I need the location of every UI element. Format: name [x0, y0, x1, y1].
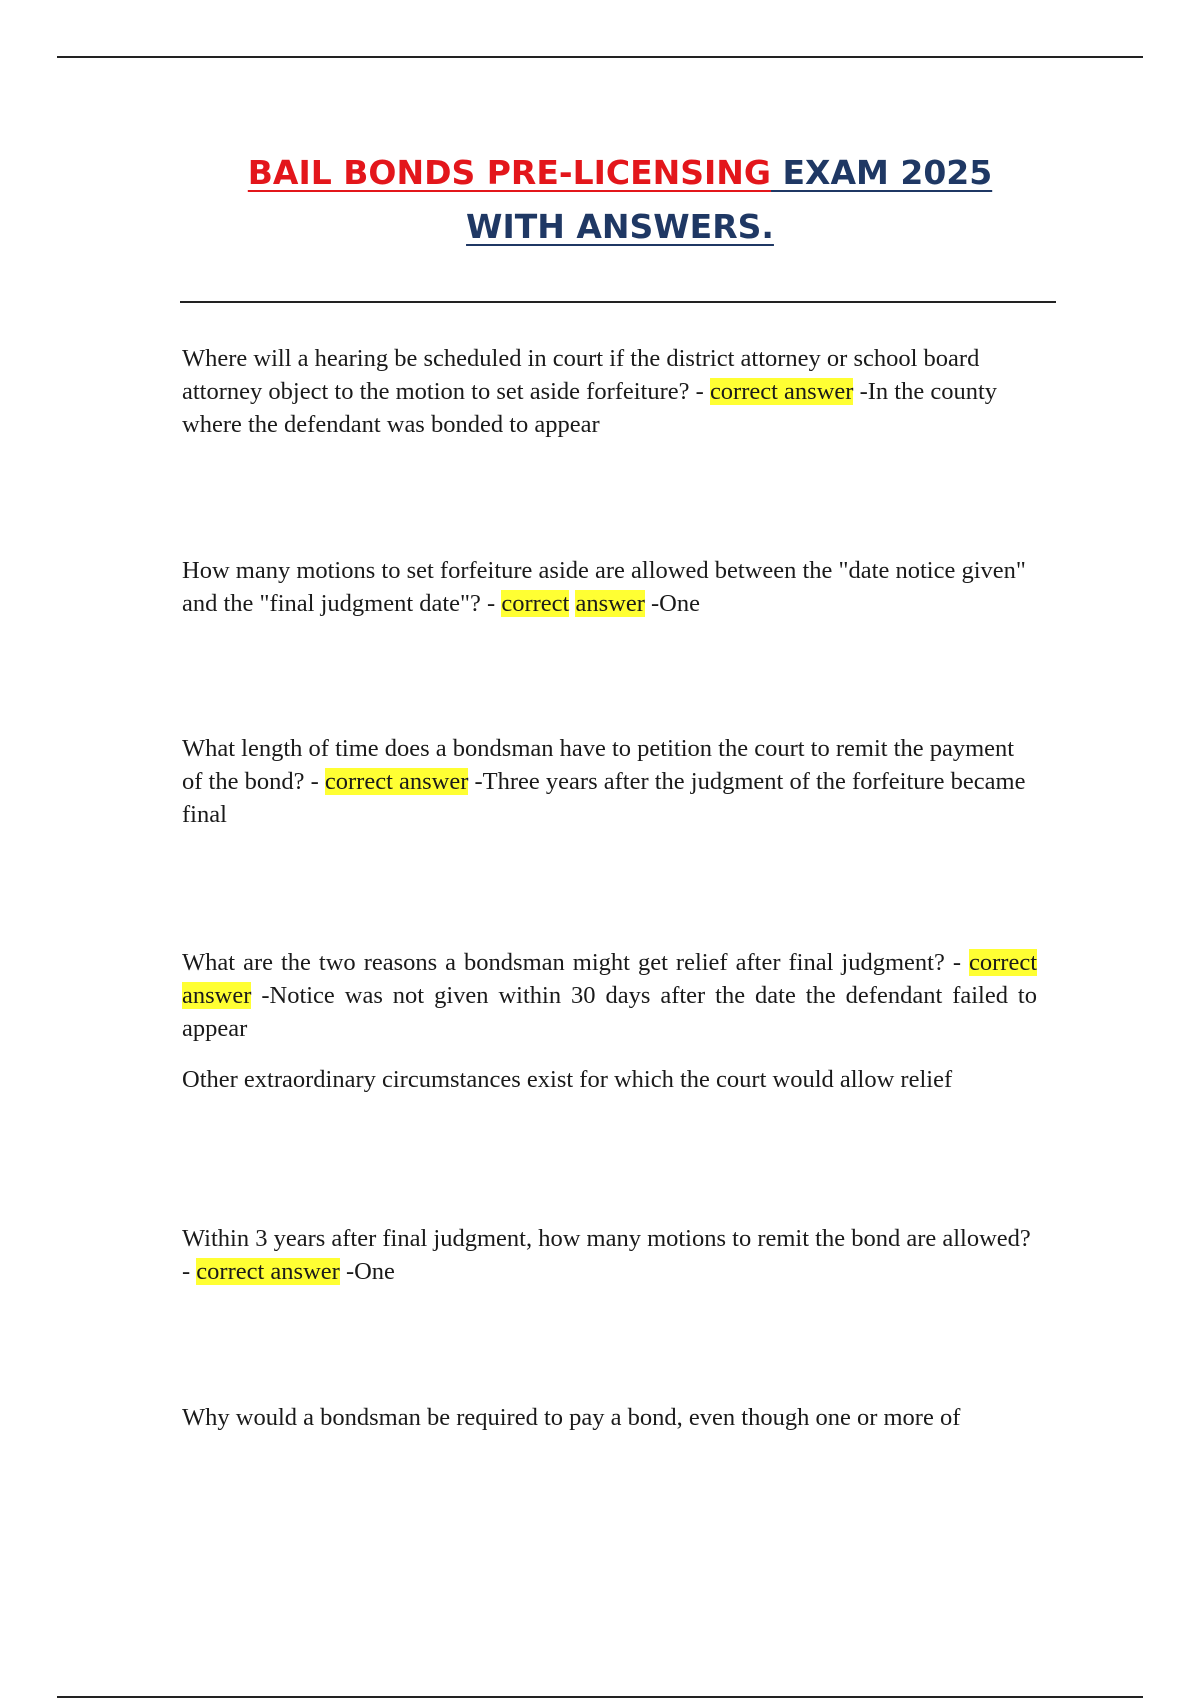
page-bottom-rule — [57, 1696, 1143, 1698]
question-text: Why would a bondsman be required to pay a bond, even though one or more of — [182, 1404, 961, 1431]
qa-item-5 — [182, 1222, 1037, 1288]
qa-item-1 — [182, 342, 1037, 441]
question-text: What length of time does a bondsman have to petition the court to remit the payment of the bond? - — [182, 735, 1015, 795]
page-top-rule — [57, 56, 1143, 58]
correct-answer-highlight-word2: answer — [575, 590, 645, 617]
question-text: How many motions to set forfeiture aside are allowed between the "date notice given" and the "final judgment date"? - — [182, 557, 1026, 617]
qa-item-4 — [182, 946, 1037, 1045]
title-blue-part-line1: EXAM 2025 — [771, 153, 993, 192]
correct-answer-highlight: correct answer — [196, 1258, 340, 1285]
question-text: Within 3 years after final judgment, how many motions to remit the bond are allowed? - — [182, 1225, 1031, 1285]
qa-item-2 — [182, 554, 1037, 620]
question-text: What are the two reasons a bondsman might get relief after final judgment? - — [182, 949, 969, 976]
correct-answer-highlight: correct answer — [182, 949, 1037, 1009]
answer-text: -Three years after the judgment of the forfeiture became final — [182, 768, 1026, 828]
qa-item-4-extra — [182, 1063, 1037, 1096]
answer-text: -In the county where the defendant was bonded to appear — [182, 378, 998, 438]
answer-text: -One — [644, 590, 700, 617]
correct-answer-highlight: correct answer — [324, 768, 469, 795]
correct-answer-highlight: correct answer — [709, 378, 854, 405]
title-divider — [180, 301, 1056, 303]
document-title — [160, 146, 1080, 254]
qa-item-6 — [182, 1401, 1037, 1434]
title-red-part: BAIL BONDS PRE-LICENSING — [247, 153, 772, 192]
title-blue-part-line2: WITH ANSWERS. — [466, 207, 774, 246]
answer-text: -Notice was not given within 30 days after the date the defendant failed to appear — [182, 982, 1037, 1042]
answer-text: -One — [339, 1258, 395, 1285]
answer-extra-text: Other extraordinary circumstances exist for which the court would allow relief — [182, 1066, 953, 1093]
question-text: Where will a hearing be scheduled in court if the district attorney or school board attorney object to the motion to set aside forfeiture? - — [182, 345, 980, 405]
correct-answer-highlight-word1: correct — [501, 590, 570, 617]
qa-item-3 — [182, 732, 1037, 831]
